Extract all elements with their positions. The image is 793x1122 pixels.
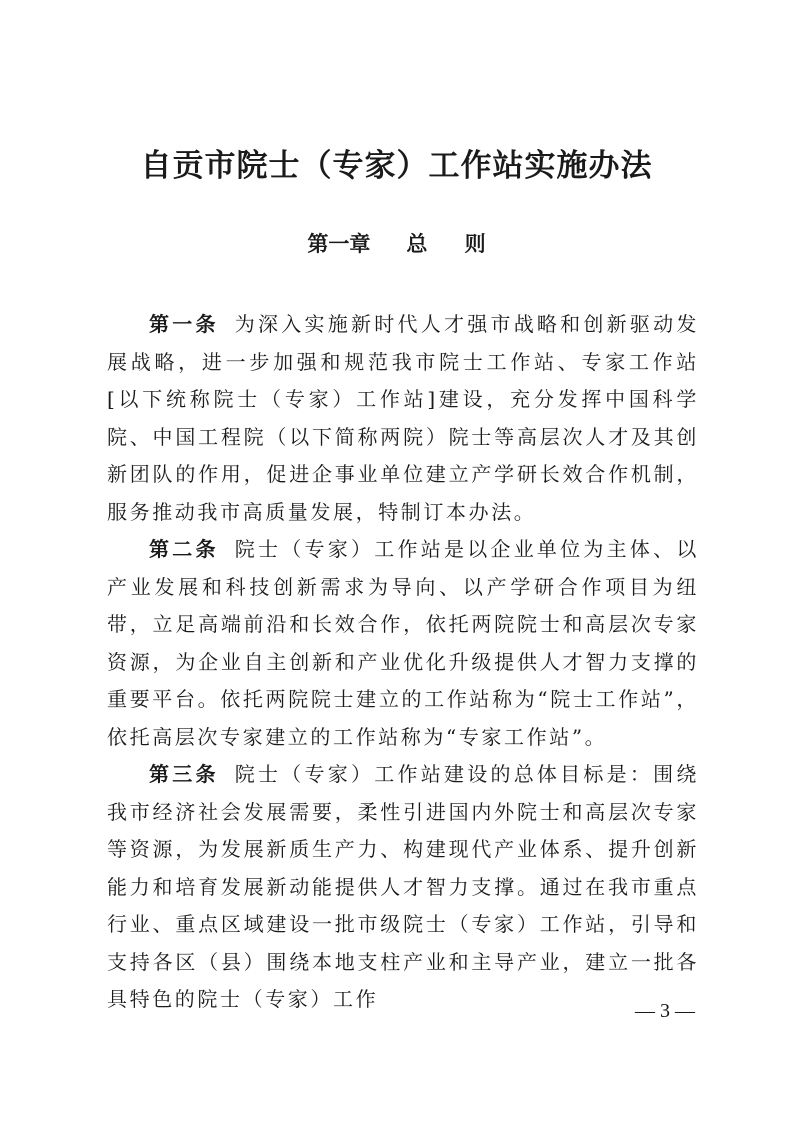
article-label: 第三条	[149, 762, 219, 786]
article-text: 为深入实施新时代人才强市战略和创新驱动发展战略，进一步加强和规范我市院士工作站、专家工作站[以下统称院士（专家）工作站]建设，充分发挥中国科学院、中国工程院（以下简称两院）院士等高层次人才及其创新团队的作用，促进企事业单位建立产学研长效合作机制，服务推动我市高质量发展，特制订本办法。	[107, 312, 700, 524]
article-text: 院士（专家）工作站是以企业单位为主体、以产业发展和科技创新需求为导向、以产学研合作项目为纽带，立足高端前沿和长效合作，依托两院院士和高层次专家资源，为企业自主创新和产业优化升级提供人才智力支撑的重要平台。依托两院院士建立的工作站称为“院士工作站”，依托高层次专家建立的工作站称为“专家工作站”。	[107, 537, 700, 749]
article-text: 院士（专家）工作站建设的总体目标是：围绕我市经济社会发展需要，柔性引进国内外院士和高层次专家等资源，为发展新质生产力、构建现代产业体系、提升创新能力和培育发展新动能提供人才智力支撑。通过在我市重点行业、重点区域建设一批市级院士（专家）工作站，引导和支持各区（县）围绕本地支柱产业和主导产业，建立一批各具特色的院士（专家）工作	[107, 762, 700, 1011]
article-1	[107, 306, 699, 531]
page-number: — 3 —	[635, 1000, 695, 1022]
chapter-heading	[0, 228, 793, 258]
article-3	[107, 756, 699, 1019]
chapter-name: 总 则	[406, 232, 486, 256]
document-body	[107, 306, 699, 1019]
article-label: 第一条	[149, 312, 219, 336]
document-title: 自贡市院士（专家）工作站实施办法	[140, 148, 653, 184]
article-2	[107, 531, 699, 756]
chapter-number: 第一章	[307, 232, 371, 256]
article-label: 第二条	[149, 537, 219, 561]
